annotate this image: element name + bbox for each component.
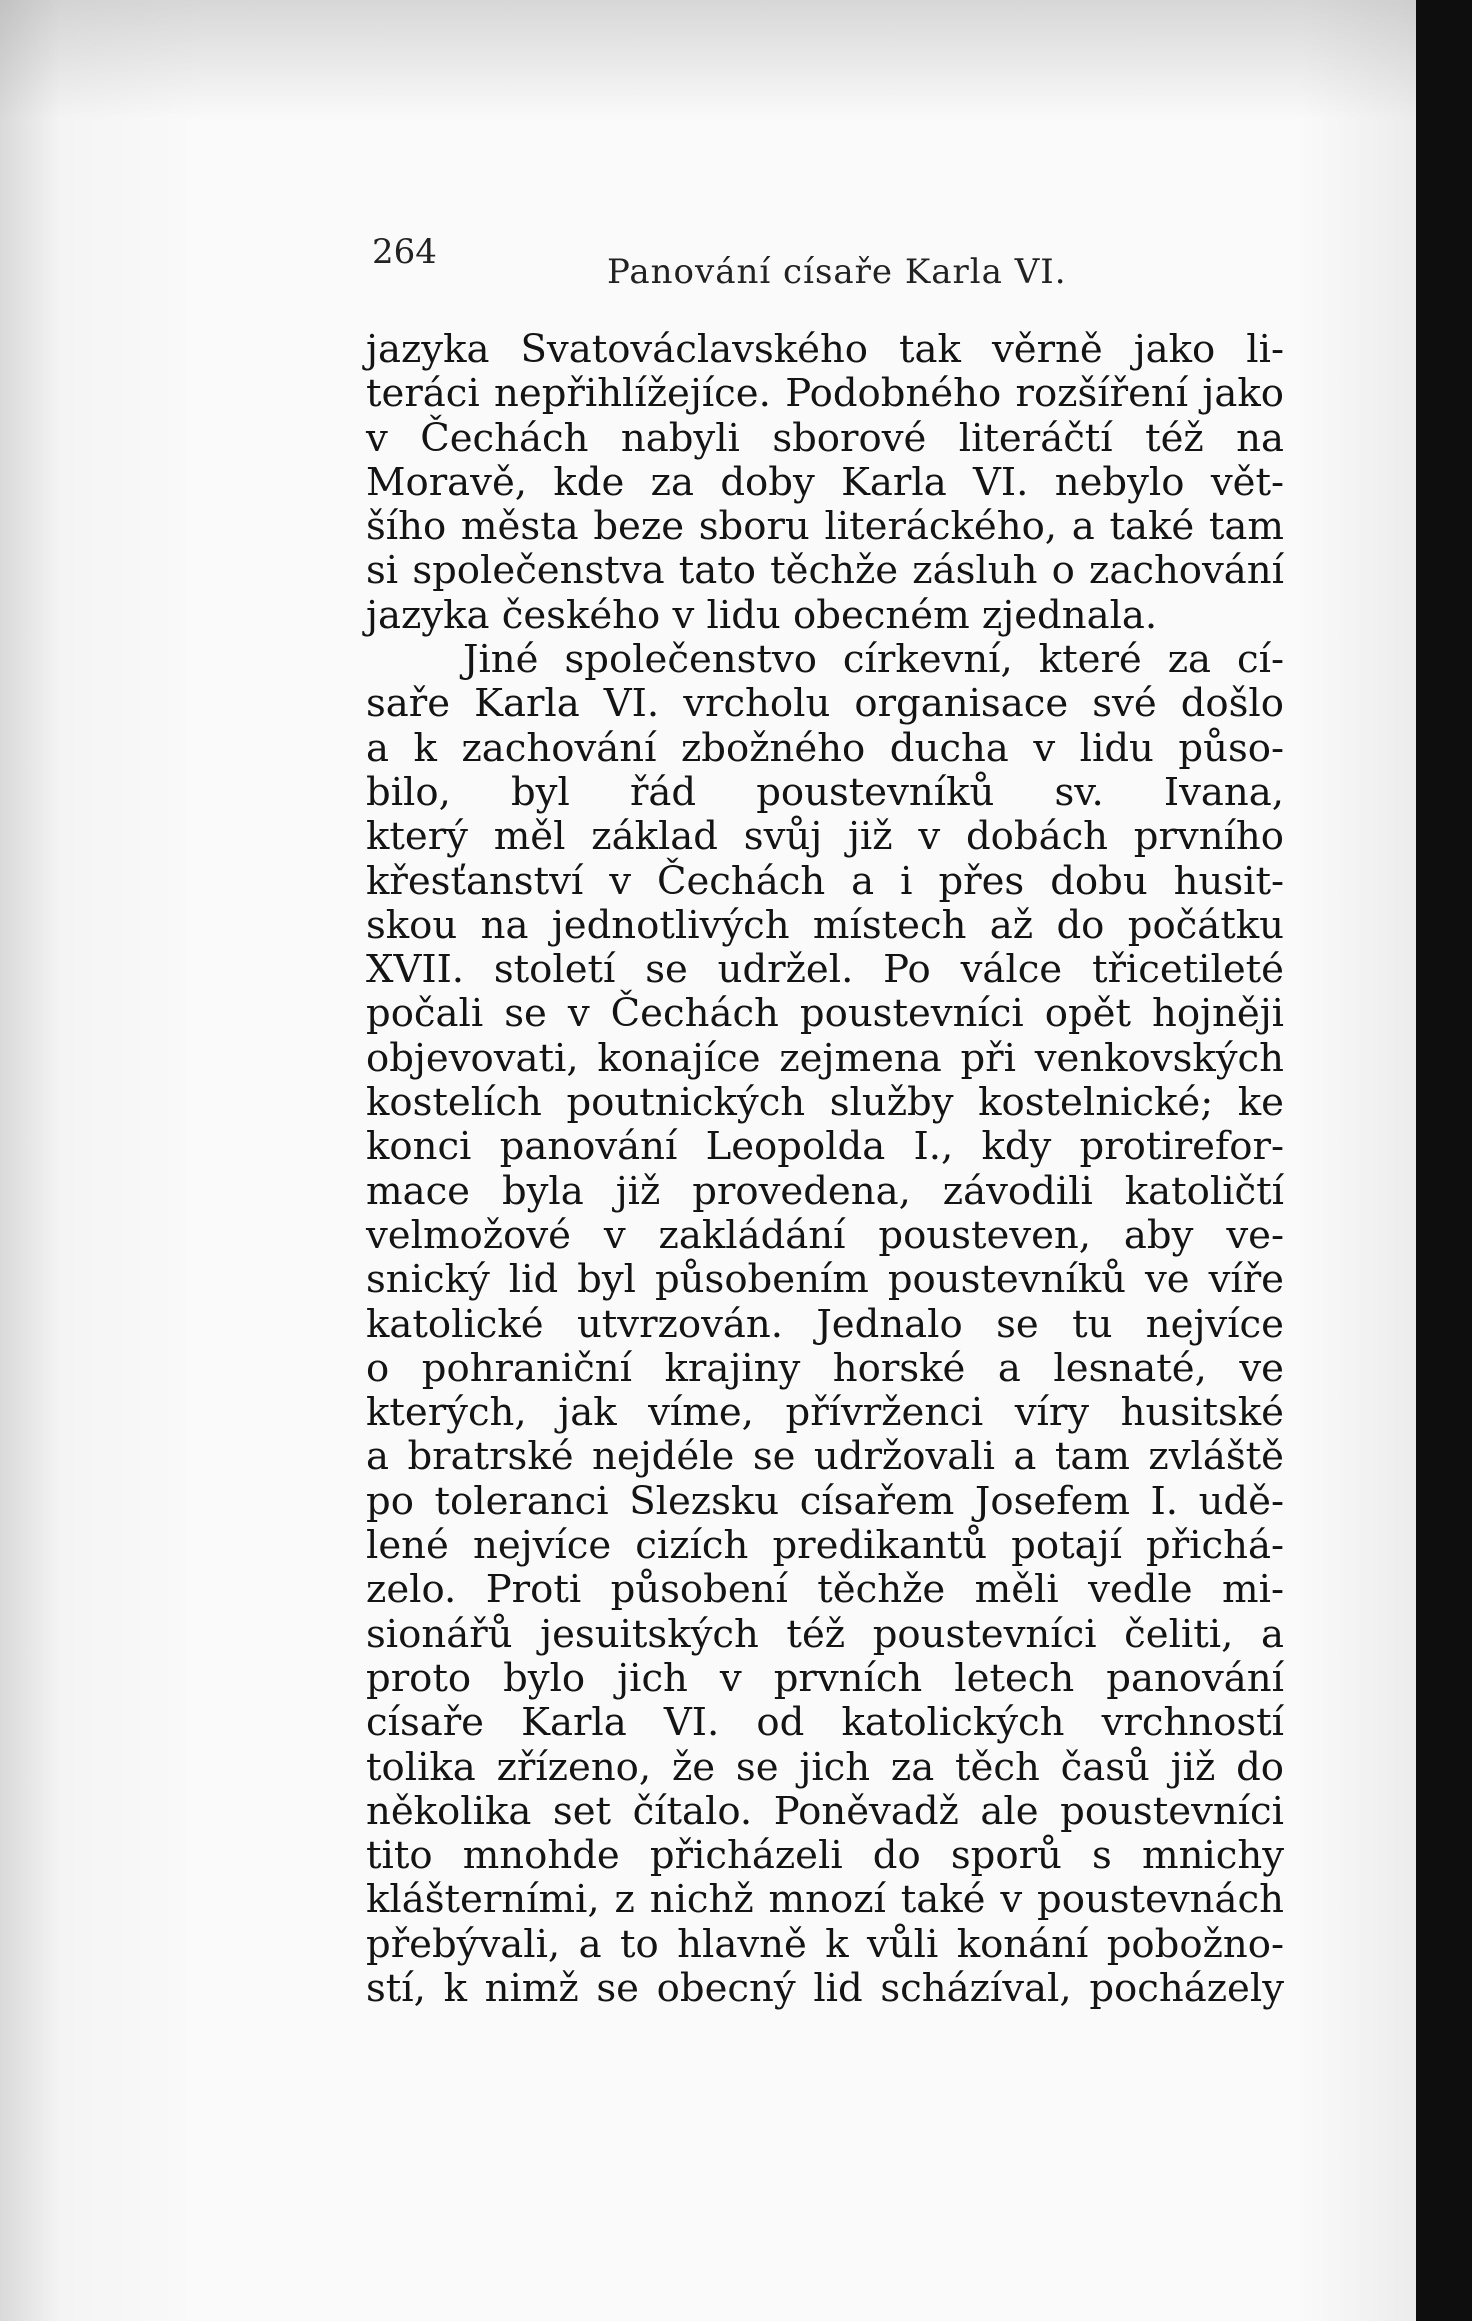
text-line: počali se v Čechách poustevníci opět hojněji — [366, 991, 1284, 1037]
text-line: tolika zřízeno, že se jich za těch časů již do — [366, 1744, 1284, 1790]
text-line: proto bylo jich v prvních letech panování — [366, 1655, 1284, 1701]
text-line: lené nejvíce cizích predikantů potají přichá- — [366, 1523, 1284, 1569]
text-line: snický lid byl působením poustevníků ve víře — [366, 1257, 1284, 1303]
text-line: klášterními, z nichž mnozí také v poustevnách — [366, 1877, 1284, 1923]
text-line: Jiné společenstvo církevní, které za cí- — [463, 637, 1284, 683]
text-line: kterých, jak víme, přívrženci víry husitské — [366, 1390, 1284, 1436]
text-line: zelo. Proti působení těchže měli vedle mi- — [366, 1567, 1284, 1613]
text-line: XVII. století se udržel. Po válce třicetileté — [366, 947, 1284, 993]
text-line: si společenstva tato těchže zásluh o zachování — [366, 548, 1284, 594]
text-line: saře Karla VI. vrcholu organisace své došlo — [366, 681, 1284, 727]
text-line: kostelích poutnických služby kostelnické; ke — [366, 1080, 1284, 1126]
text-line: tito mnohde přicházeli do sporů s mnichy — [366, 1833, 1284, 1879]
page-number: 264 — [372, 232, 437, 272]
text-line: císaře Karla VI. od katolických vrchností — [366, 1700, 1284, 1746]
text-line: Moravě, kde za doby Karla VI. nebylo vět- — [366, 459, 1284, 505]
text-line: jazyka českého v lidu obecném zjednala. — [366, 592, 1158, 638]
text-line: o pohraniční krajiny horské a lesnaté, ve — [366, 1345, 1284, 1391]
text-line: jazyka Svatováclavského tak věrně jako li- — [366, 327, 1284, 372]
text-line: několika set čítalo. Poněvadž ale poustevníci — [366, 1788, 1284, 1834]
text-line: křesťanství v Čechách a i přes dobu husit- — [366, 858, 1284, 904]
body-text — [366, 328, 1284, 2011]
text-line: mace byla již provedena, závodili katoličtí — [366, 1168, 1284, 1214]
text-line: přebývali, a to hlavně k vůli konání pobožno- — [366, 1921, 1284, 1967]
text-line: konci panování Leopolda I., kdy protirefor- — [366, 1124, 1284, 1170]
text-line: objevovati, konajíce zejmena při venkovských — [366, 1035, 1284, 1081]
text-line: sionářů jesuitských též poustevníci čeliti, a — [366, 1611, 1284, 1657]
text-line: po toleranci Slezsku císařem Josefem I. udě- — [366, 1478, 1284, 1524]
scan-shadow — [0, 0, 1416, 120]
text-line: stí, k nimž se obecný lid scházíval, pocházely — [366, 1965, 1284, 2011]
running-title: Panování císaře Karla VI. — [607, 252, 1067, 292]
text-line: katolické utvrzován. Jednalo se tu nejvíce — [366, 1301, 1284, 1347]
scan-border — [1416, 0, 1472, 2321]
text-line: velmožové v zakládání pousteven, aby ve- — [366, 1212, 1284, 1258]
text-line: skou na jednotlivých místech až do počátku — [366, 902, 1284, 948]
text-line: bilo, byl řád poustevníků sv. Ivana, — [366, 769, 1284, 815]
text-line: šího města beze sboru literáckého, a také tam — [366, 504, 1284, 550]
text-line: který měl základ svůj již v dobách prvního — [366, 814, 1284, 860]
text-line: v Čechách nabyli sborové literáčtí též na — [366, 415, 1284, 461]
text-line: a bratrské nejdéle se udržovali a tam zvláště — [366, 1434, 1284, 1480]
text-line: a k zachování zbožného ducha v lidu půso- — [366, 725, 1284, 771]
text-line: teráci nepřihlížejíce. Podobného rozšíření jako — [366, 371, 1284, 417]
